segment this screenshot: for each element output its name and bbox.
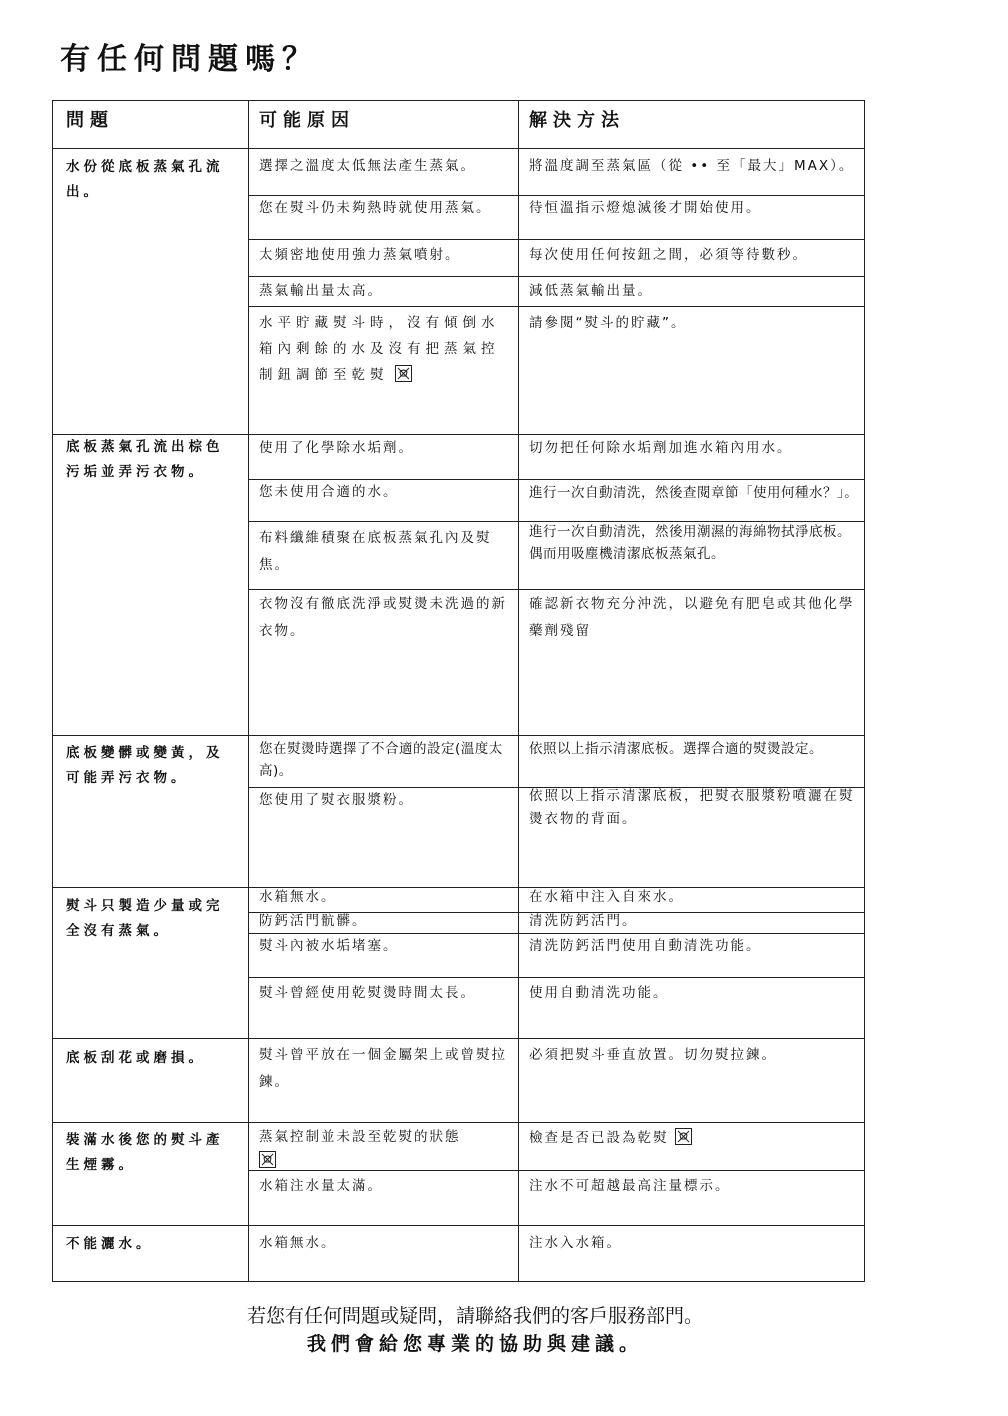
solution-cell: 清洗防鈣活門。 [529, 913, 638, 929]
row-divider [248, 276, 864, 277]
solution-cell: 每次使用任何按鈕之間，必須等待數秒。 [529, 247, 808, 263]
cause-cell: 衣物沒有徹底洗淨或熨燙未洗過的新衣物。 [259, 596, 507, 639]
problem-cell: 底板刮花或磨損。 [66, 1050, 206, 1066]
problem-cell: 底板蒸氣孔流出棕色污垢並弄污衣物。 [66, 439, 224, 480]
solution-cell: 確認新衣物充分沖洗，以避免有肥皂或其他化學藥劑殘留 [529, 596, 855, 639]
cause-cell: 您在熨燙時選擇了不合適的設定(溫度太高)。 [259, 741, 503, 779]
problem-cell: 底板變髒或變黃，及可能弄污衣物。 [66, 745, 224, 786]
cause-cell: 布料纖維積聚在底板蒸氣孔內及熨焦。 [259, 530, 492, 573]
no-steam-icon [259, 1151, 276, 1168]
cause-cell: 您使用了熨衣服漿粉。 [259, 792, 414, 808]
solution-cell: 減低蒸氣輸出量。 [529, 283, 653, 299]
solution-cell: 將溫度調至蒸氣區（從 •• 至「最大」MAX）。 [529, 158, 855, 174]
group-divider [53, 1225, 864, 1226]
page-title: 有任何問題嗎？ [60, 42, 319, 77]
solution-cell [529, 1125, 859, 1152]
solution-cell: 依照以上指示清潔底板，把熨衣服漿粉噴灑在熨燙衣物的背面。 [529, 788, 855, 827]
solution-cell: 必須把熨斗垂直放置。切勿熨拉鍊。 [529, 1047, 777, 1063]
header-divider [53, 148, 864, 149]
cause-cell: 熨斗曾經使用乾熨燙時間太長。 [259, 985, 476, 1001]
no-steam-icon [395, 365, 412, 382]
problem-cell: 熨斗只製造少量或完全沒有蒸氣。 [66, 898, 224, 939]
cause-cell: 使用了化學除水垢劑。 [259, 440, 414, 456]
problem-cell: 裝滿水後您的熨斗產生煙霧。 [66, 1132, 224, 1173]
row-divider [248, 977, 864, 978]
cause-cell: 蒸氣輸出量太高。 [259, 283, 383, 299]
problem-cell: 水份從底板蒸氣孔流出。 [66, 159, 224, 200]
problem-cell: 不能灑水。 [66, 1236, 154, 1252]
header-problem: 問題 [66, 110, 114, 131]
cause-cell: 您在熨斗仍未夠熱時就使用蒸氣。 [259, 200, 492, 216]
troubleshooting-table [52, 100, 865, 1282]
row-divider [248, 589, 864, 590]
solution-cell: 請參閱“熨斗的貯藏”。 [529, 315, 687, 331]
solution-text: 檢查是否已設為乾熨 [529, 1130, 669, 1146]
cause-cell: 太頻密地使用強力蒸氣噴射。 [259, 247, 461, 263]
column-divider [248, 101, 249, 1281]
cause-cell: 熨斗曾平放在一個金屬架上或曾熨拉鍊。 [259, 1047, 507, 1090]
row-divider [248, 239, 864, 240]
cause-text: 蒸氣控制並未設至乾熨的狀態 [259, 1129, 461, 1145]
cause-cell: 水箱注水量太滿。 [259, 1178, 383, 1194]
solution-cell: 注水入水箱。 [529, 1235, 622, 1251]
cause-cell: 熨斗內被水垢堵塞。 [259, 938, 399, 954]
cause-cell: 您未使用合適的水。 [259, 484, 399, 500]
solution-cell: 進行一次自動清洗，然後用潮濕的海綿物拭淨底板。偶而用吸塵機清潔底板蒸氣孔。 [529, 524, 851, 562]
group-divider [53, 1038, 864, 1039]
no-steam-icon [675, 1128, 692, 1145]
column-divider [518, 101, 519, 1281]
cause-cell: 水箱無水。 [259, 889, 337, 905]
solution-cell: 待恒溫指示燈熄滅後才開始使用。 [529, 200, 762, 216]
header-cause: 可能原因 [259, 110, 355, 131]
footer-contact-note: 若您有任何問題或疑問，請聯絡我們的客戶服務部門。 [246, 1305, 703, 1327]
solution-cell: 使用自動清洗功能。 [529, 985, 669, 1001]
cause-cell [259, 310, 517, 388]
solution-cell: 在水箱中注入自來水。 [529, 889, 684, 905]
header-solution: 解決方法 [529, 110, 625, 131]
solution-cell: 依照以上指示清潔底板。選擇合適的熨燙設定。 [529, 741, 823, 757]
cause-cell [259, 1125, 517, 1173]
cause-cell: 選擇之溫度太低無法產生蒸氣。 [259, 158, 476, 174]
solution-cell: 切勿把任何除水垢劑加進水箱內用水。 [529, 440, 793, 456]
group-divider [53, 735, 864, 736]
solution-cell: 清洗防鈣活門使用自動清洗功能。 [529, 938, 762, 954]
cause-cell: 水箱無水。 [259, 1235, 337, 1251]
row-divider [248, 306, 864, 307]
solution-cell: 注水不可超越最高注量標示。 [529, 1178, 731, 1194]
group-divider [53, 1122, 864, 1123]
solution-cell: 進行一次自動清洗，然後查閱章節「使用何種水？」。 [529, 485, 859, 501]
cause-text: 水平貯藏熨斗時，沒有傾倒水箱內剩餘的水及沒有把蒸氣控制鈕調節至乾熨 [259, 315, 500, 383]
footer-assistance-note: 我們會給您專業的協助與建議。 [306, 1333, 643, 1355]
cause-cell: 防鈣活門骯髒。 [259, 913, 368, 929]
